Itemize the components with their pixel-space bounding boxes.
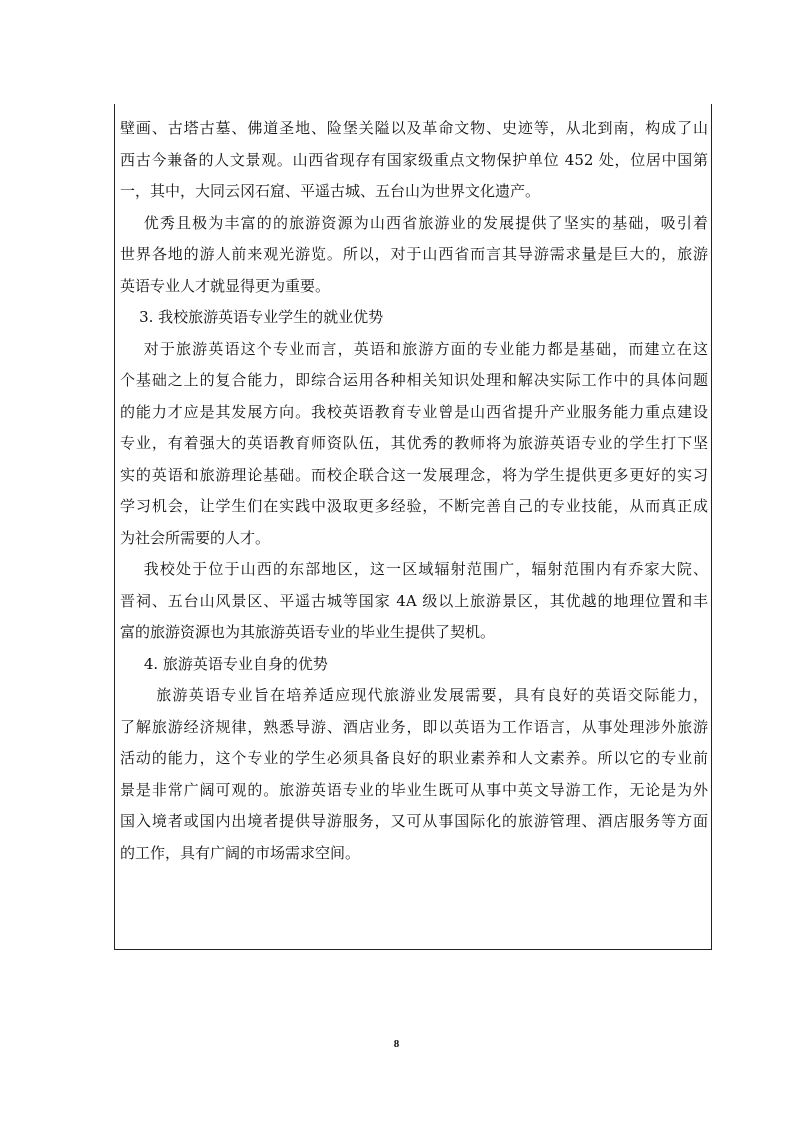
text-line: 学习机会，让学生们在实践中汲取更多经验，不断完善自己的专业技能，从而真正成 xyxy=(120,497,708,515)
text-line: 个基础之上的复合能力，即综合运用各种相关知识处理和解决实际工作中的具体问题 xyxy=(120,371,708,389)
paragraph-employment-advantage xyxy=(120,334,708,555)
text-line: 的能力才应是其发展方向。我校英语教育专业曾是山西省提升产业服务能力重点建设 xyxy=(120,402,708,421)
text-line: 一，其中，大同云冈石窟、平遥古城、五台山为世界文化遗产。 xyxy=(120,182,541,200)
text-line: 旅游英语专业旨在培养适应现代旅游业发展需要，具有良好的英语交际能力， xyxy=(120,686,708,704)
text-line: 晋祠、五台山风景区、平遥古城等国家 4A 级以上旅游景区，其优越的地理位置和丰 xyxy=(120,591,708,610)
text-line: 优秀且极为丰富的的旅游资源为山西省旅游业的发展提供了坚实的基础，吸引着 xyxy=(120,213,708,232)
paragraph-cultural-landscape xyxy=(120,113,708,208)
text-line: 活动的能力，这个专业的学生必须具备良好的职业素养和人文素养。所以它的专业前 xyxy=(120,749,708,767)
section-heading-3 xyxy=(120,302,708,334)
paragraph-major-advantage xyxy=(120,680,708,869)
text-line: 专业，有着强大的英语教育师资队伍，其优秀的教师将为旅游英语专业的学生打下坚 xyxy=(120,434,708,452)
text-line: 英语专业人才就显得更为重要。 xyxy=(120,276,331,295)
text-line: 壁画、古塔古墓、佛道圣地、险堡关隘以及革命文物、史迹等，从北到南，构成了山 xyxy=(120,119,708,137)
paragraph-tourism-resources xyxy=(120,208,708,303)
text-line: 富的旅游资源也为其旅游英语专业的毕业生提供了契机。 xyxy=(120,623,496,641)
page-number: 8 xyxy=(393,1038,400,1050)
heading-text: 3. 我校旅游英语专业学生的就业优势 xyxy=(120,308,384,326)
text-line: 了解旅游经济规律，熟悉导游、酒店业务，即以英语为工作语言，从事处理涉外旅游 xyxy=(120,717,708,736)
text-line: 景是非常广阔可观的。旅游英语专业的毕业生既可从事中英文导游工作，无论是为外 xyxy=(120,780,708,799)
text-line: 对于旅游英语这个专业而言，英语和旅游方面的专业能力都是基础，而建立在这 xyxy=(120,339,708,358)
text-line: 国入境者或国内出境者提供导游服务，又可从事国际化的旅游管理、酒店服务等方面 xyxy=(120,812,708,830)
text-line: 为社会所需要的人才。 xyxy=(120,528,271,547)
text-line: 我校处于位于山西的东部地区，这一区域辐射范围广，辐射范围内有乔家大院、 xyxy=(120,560,708,578)
heading-text: 4. 旅游英语专业自身的优势 xyxy=(120,654,328,673)
document-body xyxy=(120,113,708,869)
text-line: 世界各地的游人前来观光游览。所以，对于山西省而言其导游需求量是巨大的，旅游 xyxy=(120,245,708,263)
text-line: 实的英语和旅游理论基础。而校企联合这一发展理念，将为学生提供更多更好的实习 xyxy=(120,465,708,484)
text-line: 西古今兼备的人文景观。山西省现存有国家级重点文物保护单位 452 处，位居中国第 xyxy=(120,150,708,169)
paragraph-location-advantage xyxy=(120,554,708,649)
text-line: 的工作，具有广阔的市场需求空间。 xyxy=(120,843,361,862)
section-heading-4 xyxy=(120,649,708,681)
